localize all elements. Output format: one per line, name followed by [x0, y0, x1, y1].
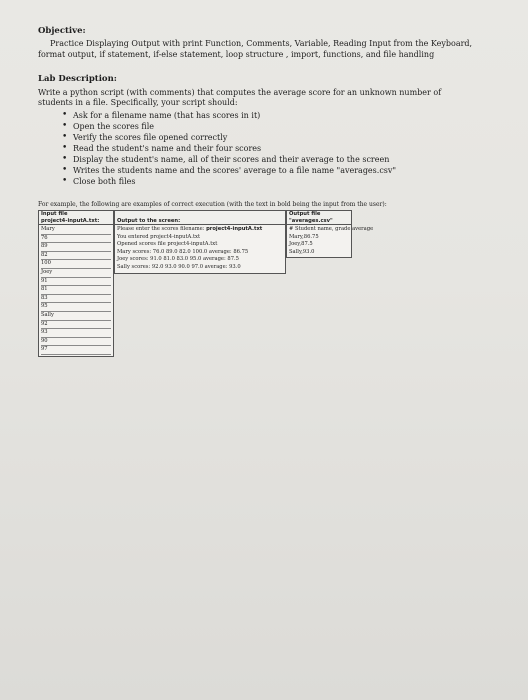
- example-intro: For example, the following are examples of correct execution (with the text in bold being the input from the user):: [38, 201, 387, 208]
- example-table: [38, 210, 478, 357]
- output-file-body: [286, 225, 374, 258]
- input-file-column: [38, 210, 114, 357]
- input-line: 83: [41, 295, 111, 304]
- step-item: • Read the student's name and their four scores: [62, 143, 478, 154]
- screen-line: Please enter the scores filename: project4-inputA.txt: [117, 226, 263, 232]
- step-item: • Close both files: [62, 176, 478, 187]
- screen-output-header: Output to the screen:: [114, 210, 286, 225]
- input-line: 90: [41, 338, 111, 347]
- step-item: • Writes the students name and the scores' average to a file name "averages.csv": [62, 165, 478, 176]
- input-line: 91: [41, 278, 111, 287]
- file-line: # Student name, grade average: [289, 226, 374, 232]
- input-file-body: [38, 225, 114, 357]
- screen-line: Opened scores file project4-inputA.txt: [117, 241, 218, 248]
- input-line: 81: [41, 286, 111, 295]
- file-line: Joey,87.5: [289, 241, 313, 248]
- input-line: 82: [41, 252, 111, 261]
- screen-line: Mary scores: 76.0 89.0 82.0 100.0 average: 86.75: [117, 248, 249, 255]
- input-line: Mary: [41, 226, 111, 235]
- lab-description-text: Write a python script (with comments) that computes the average score for an unknown number of students in a file. Specifically, your script should:: [38, 88, 442, 107]
- input-line: 93: [41, 329, 111, 338]
- input-line: Sally: [41, 312, 111, 321]
- input-line: 76: [41, 235, 111, 244]
- screen-line: Joey scores: 91.0 81.0 83.0 95.0 average: 87.5: [117, 256, 239, 263]
- input-line: 92: [41, 321, 111, 330]
- objective-text: Practice Displaying Output with print Function, Comments, Variable, Reading Input from the Keyboard, format output, if statement, if-else statement, loop structure , import, functions, and file handling: [38, 39, 473, 59]
- objective-heading: Objective:: [38, 26, 86, 36]
- document-content: [38, 26, 478, 357]
- lab-description-heading: Lab Description:: [38, 74, 117, 84]
- output-file-column: [286, 210, 374, 258]
- screen-line: You entered project4-inputA.txt: [117, 233, 201, 240]
- file-line: Mary,86.75: [289, 233, 319, 240]
- file-line: Sally,93.0: [289, 248, 315, 255]
- input-line: 100: [41, 260, 111, 269]
- input-line: 95: [41, 303, 111, 312]
- step-item: • Open the scores file: [62, 121, 478, 132]
- output-file-header: Output file "averages.csv": [286, 210, 352, 225]
- screen-output-body: [114, 225, 286, 274]
- steps-list: [38, 110, 478, 187]
- step-item: • Verify the scores file opened correctly: [62, 132, 478, 143]
- input-line: 89: [41, 243, 111, 252]
- input-line: Joey: [41, 269, 111, 278]
- step-item: • Ask for a filename name (that has scores in it): [62, 110, 478, 121]
- screen-line: Sally scores: 92.0 93.0 90.0 97.0 average: 93.0: [117, 263, 241, 270]
- input-line: 97: [41, 346, 111, 355]
- step-item: • Display the student's name, all of their scores and their average to the screen: [62, 154, 478, 165]
- screen-output-column: [114, 210, 286, 274]
- input-file-header: Input file project4-inputA.txt:: [38, 210, 114, 225]
